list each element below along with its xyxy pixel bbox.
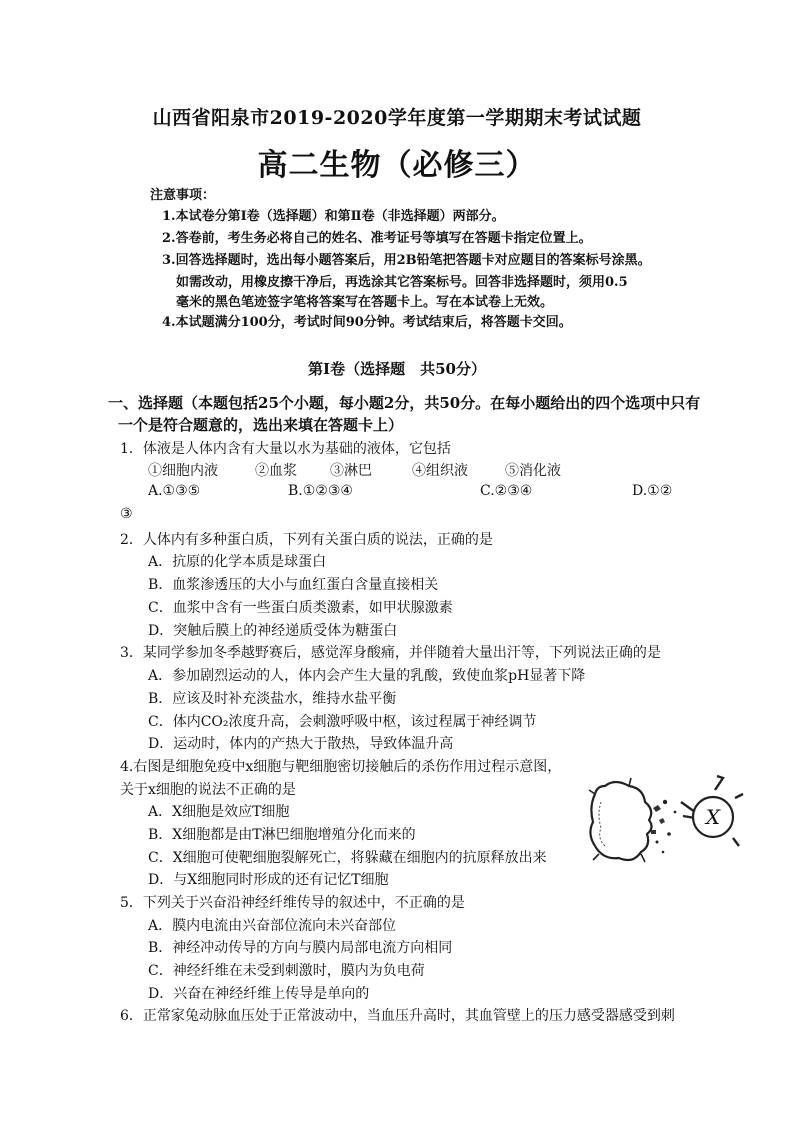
notice-line-2: 2.答卷前，考生务必将自己的姓名、准考证号等填写在答题卡指定位置上。 <box>162 231 592 246</box>
question-1-item: ⑤消化液 <box>505 463 561 479</box>
question-2-option-c: C．血浆中含有一些蛋白质类激素，如甲状腺激素 <box>148 600 453 616</box>
question-1-item: ①细胞内液 <box>148 463 218 479</box>
question-5-stem: 5．下列关于兴奋沿神经纤维传导的叙述中，不正确的是 <box>120 895 465 911</box>
question-5-option-b: B．神经冲动传导的方向与膜内局部电流方向相同 <box>148 940 453 956</box>
question-3-option-a: A．参加剧烈运动的人，体内会产生大量的乳酸，致使血浆pH显著下降 <box>148 668 586 684</box>
notice-line-4: 如需改动，用橡皮擦干净后，再选涂其它答案标号。回答非选择题时，须用0.5 <box>176 275 628 290</box>
cell-killing-diagram <box>585 772 745 867</box>
question-1-item: ②血浆 <box>255 463 297 479</box>
question-2-option-d: D．突触后膜上的神经递质受体为糖蛋白 <box>148 623 398 639</box>
question-1-item: ③淋巴 <box>330 463 372 479</box>
question-4-option-b: B．X细胞都是由T淋巴细胞增殖分化而来的 <box>148 827 416 843</box>
notice-line-3: 3.回答选择题时，选出每小题答案后，用2B铅笔把答题卡对应题目的答案标号涂黑。 <box>162 253 651 268</box>
question-2-option-b: B．血浆渗透压的大小与血红蛋白含量直接相关 <box>148 577 439 593</box>
question-5-option-a: A．膜内电流由兴奋部位流向未兴奋部位 <box>148 918 397 934</box>
question-1-item: ④组织液 <box>412 463 468 479</box>
notice-heading: 注意事项： <box>150 188 216 203</box>
question-1-option-d: D.①② <box>632 483 673 499</box>
question-4-stem-line-1: 4.右图是细胞免疫中x细胞与靶细胞密切接触后的杀伤作用过程示意图， <box>120 759 562 775</box>
question-1-option-a: A.①③⑤ <box>148 483 201 499</box>
notice-line-1: 1.本试卷分第Ⅰ卷（选择题）和第Ⅱ卷（非选择题）两部分。 <box>162 209 505 224</box>
question-3-option-d: D．运动时，体内的产热大于散热，导致体温升高 <box>148 736 454 752</box>
question-2-option-a: A．抗原的化学本质是球蛋白 <box>148 554 327 570</box>
question-4-option-c: C．X细胞可使靶细胞裂解死亡，将躲藏在细胞内的抗原释放出来 <box>148 850 547 866</box>
question-6-stem: 6．正常家兔动脉血压处于正常波动中，当血压升高时，其血管壁上的压力感受器感受到刺 <box>120 1008 675 1024</box>
part-one-instruction-line-2: 一个是符合题意的，选出来填在答题卡上） <box>118 416 404 434</box>
exam-subtitle: 高二生物（必修三） <box>257 148 537 183</box>
question-2-stem: 2．人体内有多种蛋白质，下列有关蛋白质的说法，正确的是 <box>120 532 493 548</box>
x-cell-label: X <box>705 805 721 829</box>
question-5-option-d: D．兴奋在神经纤维上传导是单向的 <box>148 986 370 1002</box>
question-3-option-b: B．应该及时补充淡盐水，维持水盐平衡 <box>148 691 397 707</box>
notice-line-6: 4.本试题满分100分，考试时间90分钟。考试结束后，将答题卡交回。 <box>162 315 572 330</box>
section-title: 第Ⅰ卷（选择题 共50分） <box>308 360 486 378</box>
question-5-option-c: C．神经纤维在未受到刺激时，膜内为负电荷 <box>148 963 425 979</box>
notice-line-5: 毫米的黑色笔迹签字笔将答案写在答题卡上。写在本试卷上无效。 <box>176 295 554 310</box>
question-4-option-a: A．X细胞是效应T细胞 <box>148 804 290 820</box>
question-4-option-d: D．与X细胞同时形成的还有记忆T细胞 <box>148 872 389 888</box>
question-3-stem: 3．某同学参加冬季越野赛后，感觉浑身酸痛，并伴随着大量出汗等，下列说法正确的是 <box>120 645 661 661</box>
part-one-instruction-line-1: 一、选择题（本题包括25个小题，每小题2分，共50分。在每小题给出的四个选项中只有 <box>108 394 701 412</box>
question-1-stem: 1．体液是人体内含有大量以水为基础的液体，它包括 <box>120 441 451 457</box>
question-1-option-d-continued: ③ <box>120 506 133 522</box>
exam-title: 山西省阳泉市2019-2020学年度第一学期期末考试试题 <box>152 107 642 129</box>
question-1-option-c: C.②③④ <box>480 483 533 499</box>
question-1-option-b: B.①②③④ <box>288 483 353 499</box>
question-3-option-c: C．体内CO₂浓度升高，会刺激呼吸中枢，该过程属于神经调节 <box>148 714 537 730</box>
question-4-stem-line-2: 关于x细胞的说法不正确的是 <box>120 782 296 798</box>
